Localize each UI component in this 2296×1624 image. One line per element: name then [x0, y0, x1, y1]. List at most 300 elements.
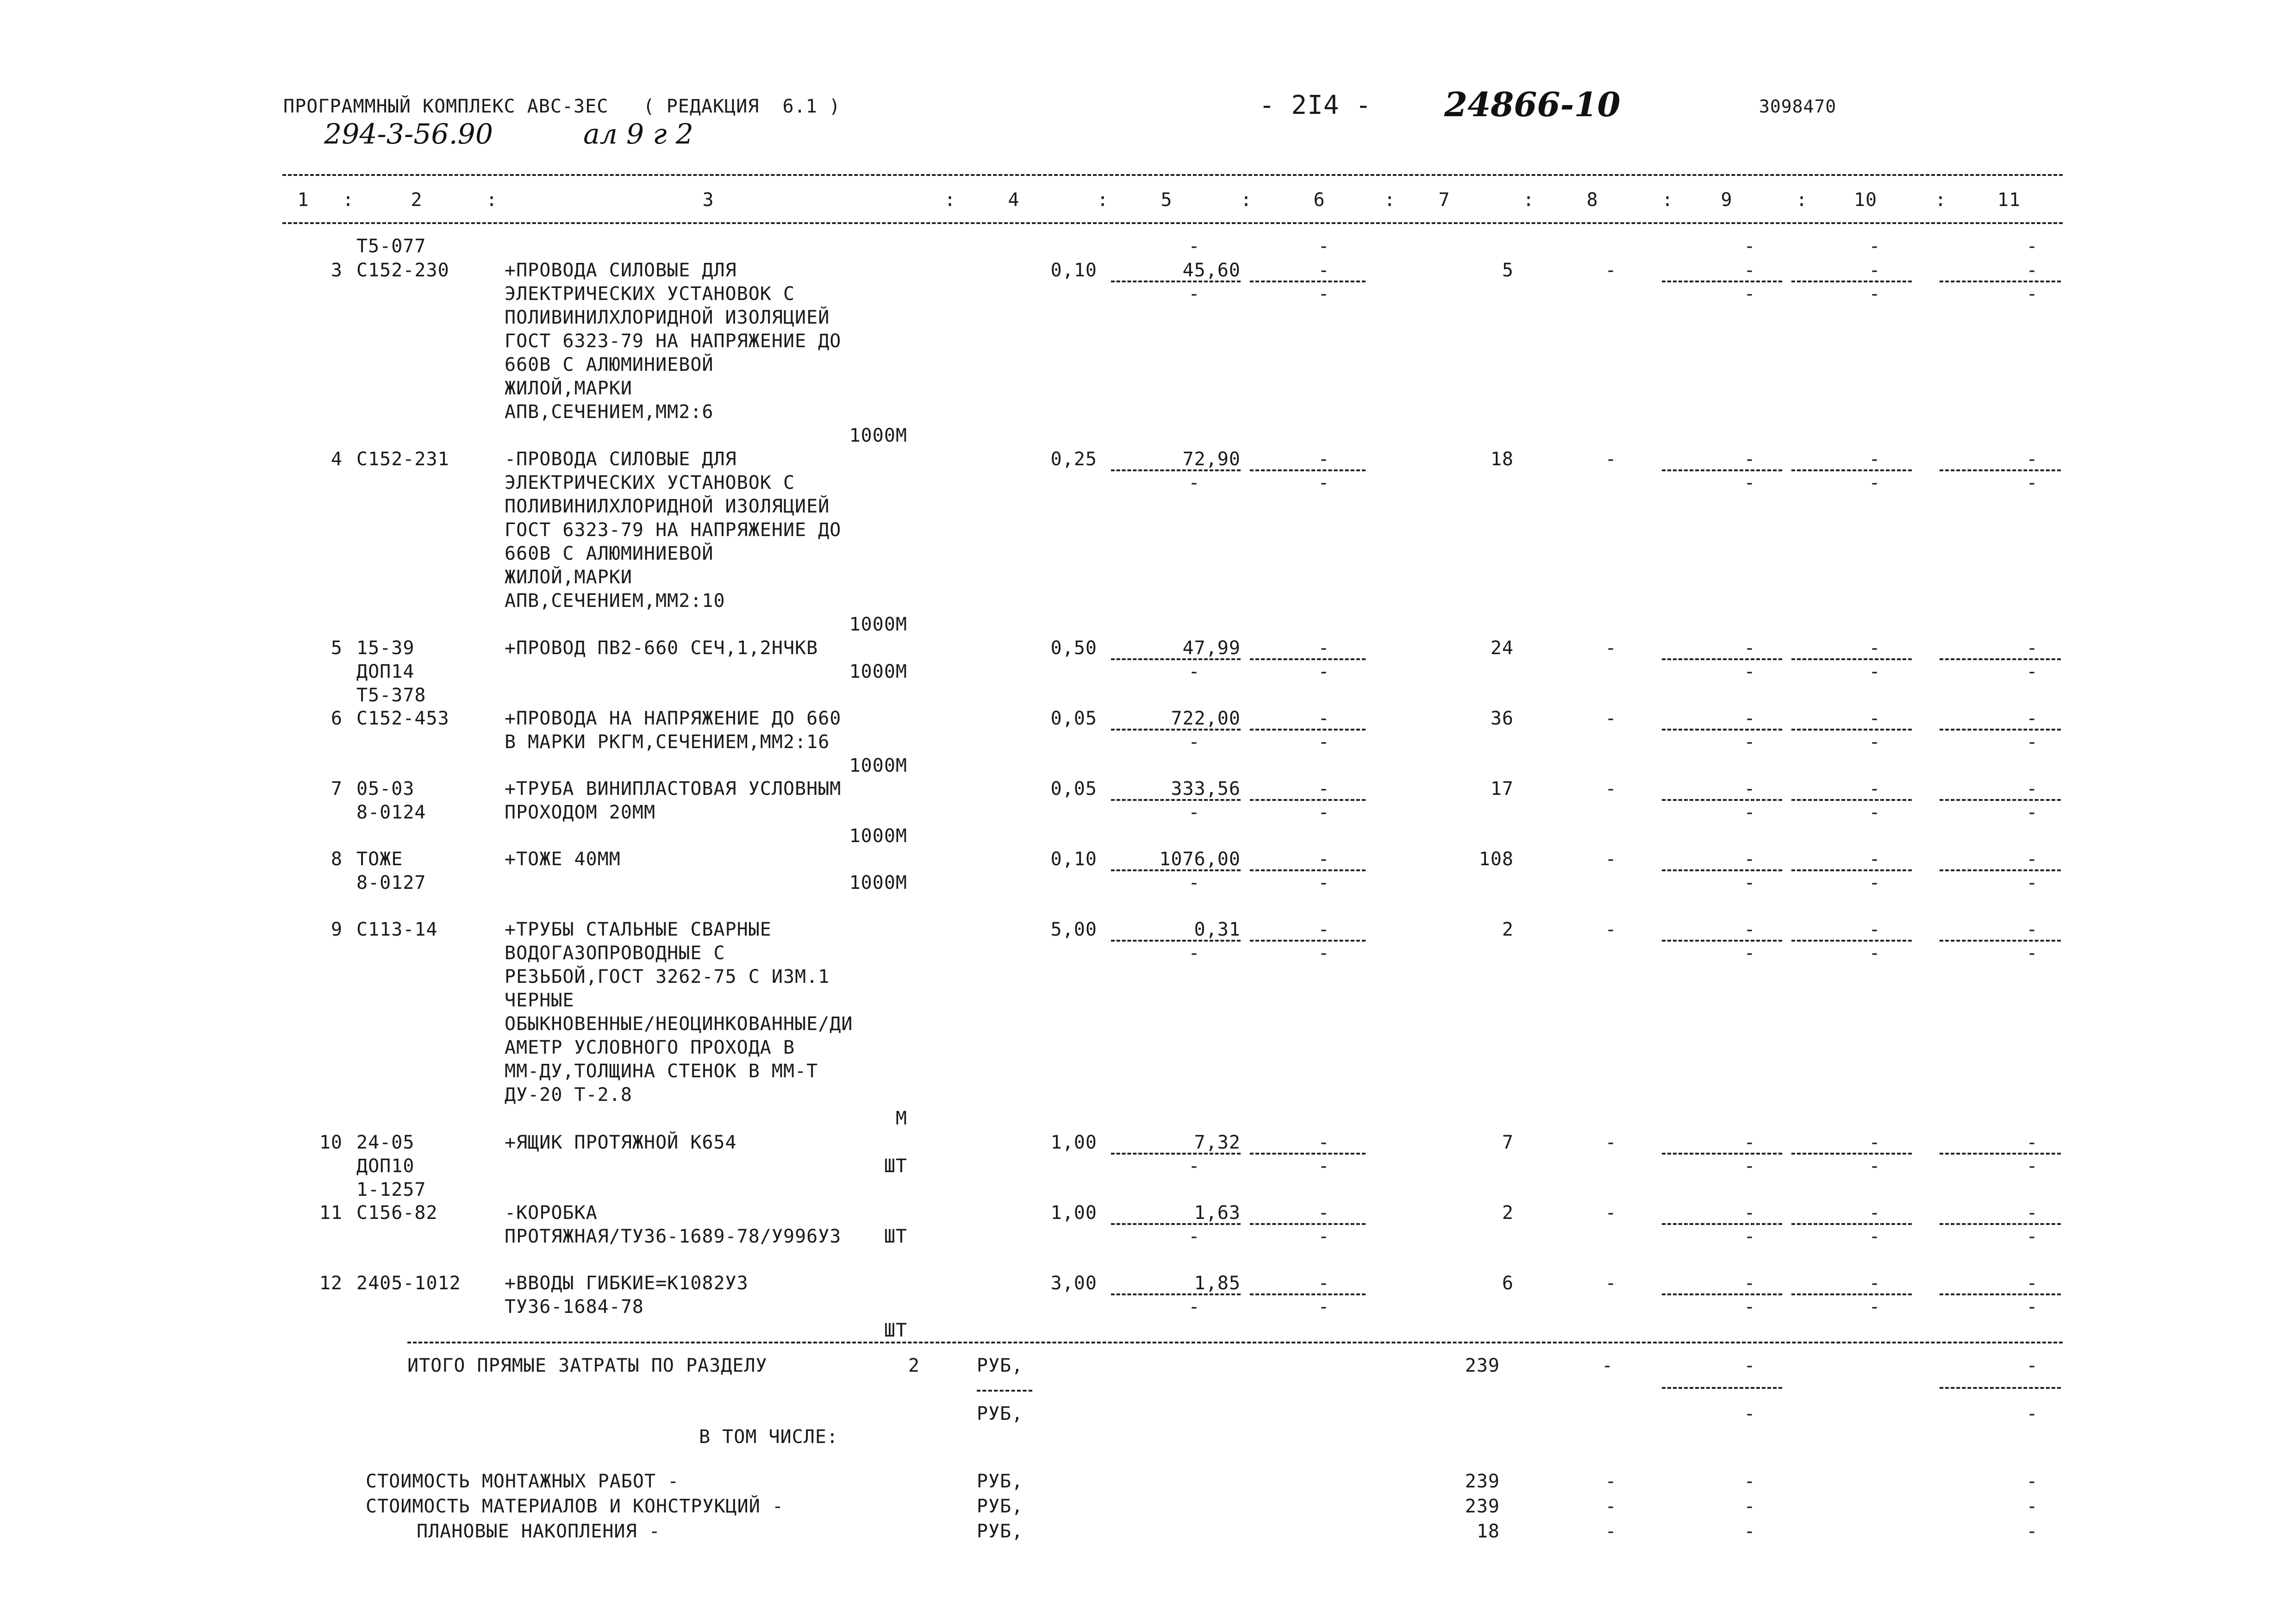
item-description: ГОСТ 6323-79 НА НАПРЯЖЕНИЕ ДО: [505, 331, 842, 352]
column-header-1: 1: [297, 189, 309, 211]
empty-cell-dash: -: [1869, 236, 1881, 257]
cell-separator: [1662, 281, 1782, 282]
item-number: 4: [331, 449, 343, 470]
item-col10: -: [1869, 1273, 1881, 1294]
item-col6: -: [1318, 637, 1330, 659]
item-code: 8-0124: [356, 802, 426, 823]
empty-cell-dash: -: [2026, 283, 2038, 305]
column-header-8: 8: [1586, 189, 1598, 211]
item-description: +ЯЩИК ПРОТЯЖНОЙ К654: [505, 1132, 737, 1153]
empty-cell-dash: -: [1318, 872, 1330, 893]
empty-cell-dash: -: [1744, 1156, 1756, 1177]
item-col6: -: [1318, 449, 1330, 470]
column-header-11: 11: [1997, 189, 2021, 211]
item-description: ЧЕРНЫЕ: [505, 990, 574, 1011]
item-number: 5: [331, 637, 343, 659]
item-col8: -: [1605, 1132, 1617, 1153]
page-number: - 2I4 -: [1259, 90, 1372, 120]
empty-cell-dash: -: [1605, 1471, 1617, 1492]
item-code: С113-14: [356, 919, 438, 940]
empty-cell-dash: -: [1188, 1296, 1200, 1318]
column-separator: :: [486, 189, 498, 211]
empty-cell-dash: -: [1188, 1226, 1200, 1247]
item-description: 660В С АЛЮМИНИЕВОЙ: [505, 354, 714, 375]
cell-separator: [1662, 658, 1782, 660]
item-unit-price: 1076,00: [1159, 849, 1241, 870]
item-total-cost: 2: [1502, 919, 1514, 940]
item-unit-price: 45,60: [1182, 260, 1241, 281]
item-description: -КОРОБКА: [505, 1202, 598, 1224]
empty-cell-dash: -: [1318, 802, 1330, 823]
item-quantity: 0,25: [1050, 449, 1097, 470]
column-separator: :: [944, 189, 956, 211]
item-col11: -: [2026, 449, 2038, 470]
cell-separator: [1111, 1153, 1241, 1155]
item-code: 8-0127: [356, 872, 426, 893]
empty-cell-dash: -: [1869, 661, 1881, 682]
item-quantity: 3,00: [1050, 1273, 1097, 1294]
breakdown-value: 18: [1476, 1521, 1500, 1542]
item-col6: -: [1318, 1132, 1330, 1153]
item-total-cost: 18: [1490, 449, 1514, 470]
cell-separator: [1940, 1153, 2061, 1155]
empty-cell-dash: -: [2026, 943, 2038, 964]
handwritten-sheet: ал 9 г 2: [583, 118, 693, 150]
document-code: 3098470: [1759, 96, 1837, 117]
cell-separator: [1111, 869, 1241, 871]
item-col8: -: [1605, 778, 1617, 800]
totals-dash: -: [1744, 1355, 1756, 1376]
empty-cell-dash: -: [1744, 472, 1756, 493]
cell-separator: [1250, 658, 1366, 660]
empty-cell-dash: -: [1744, 1471, 1756, 1492]
cell-separator: [1250, 469, 1366, 471]
item-code: ДОП14: [356, 661, 415, 682]
cell-separator: [1940, 869, 2061, 871]
empty-cell-dash: -: [1744, 661, 1756, 682]
item-col10: -: [1869, 260, 1881, 281]
item-description: +ВВОДЫ ГИБКИЕ=К1082У3: [505, 1273, 749, 1294]
item-col6: -: [1318, 778, 1330, 800]
empty-cell-dash: -: [1188, 283, 1200, 305]
empty-cell-dash: -: [1318, 1296, 1330, 1318]
item-col8: -: [1605, 260, 1617, 281]
including-heading: В ТОМ ЧИСЛЕ:: [699, 1426, 838, 1448]
empty-cell-dash: -: [2026, 1226, 2038, 1247]
item-description: В МАРКИ РКГМ,СЕЧЕНИЕМ,ММ2:16: [505, 731, 830, 753]
item-col6: -: [1318, 260, 1330, 281]
cell-separator: [1111, 729, 1241, 731]
item-col9: -: [1744, 849, 1756, 870]
cell-separator: [1940, 469, 2061, 471]
empty-cell-dash: -: [1188, 472, 1200, 493]
item-number: 7: [331, 778, 343, 800]
program-title: ПРОГРАММНЫЙ КОМПЛЕКС АВС-ЗЕС ( РЕДАКЦИЯ 6.1 ): [283, 96, 841, 117]
item-description: АМЕТР УСЛОВНОГО ПРОХОДА В: [505, 1037, 795, 1058]
item-quantity: 0,05: [1050, 708, 1097, 729]
item-code: 24-05: [356, 1132, 415, 1153]
empty-cell-dash: -: [2026, 802, 2038, 823]
item-description: 660В С АЛЮМИНИЕВОЙ: [505, 543, 714, 564]
item-col8: -: [1605, 637, 1617, 659]
item-code: Т5-077: [356, 236, 426, 257]
empty-cell-dash: -: [1744, 236, 1756, 257]
cell-separator: [1662, 799, 1782, 801]
totals-section: 2: [908, 1355, 920, 1376]
item-code: 2405-1012: [356, 1273, 461, 1294]
item-col10: -: [1869, 849, 1881, 870]
item-unit: 1000М: [849, 872, 907, 893]
empty-cell-dash: -: [1869, 1226, 1881, 1247]
item-description: ДУ-20 Т-2.8: [505, 1084, 632, 1106]
cell-separator: [1250, 729, 1366, 731]
totals-dash: -: [1602, 1355, 1614, 1376]
empty-cell-dash: -: [1318, 1156, 1330, 1177]
column-header-7: 7: [1438, 189, 1450, 211]
handwritten-reference: 294-3-56.90: [324, 118, 493, 150]
cell-separator: [1250, 869, 1366, 871]
item-col11: -: [2026, 1132, 2038, 1153]
item-description: ЭЛЕКТРИЧЕСКИХ УСТАНОВОК С: [505, 472, 795, 493]
item-total-cost: 2: [1502, 1202, 1514, 1224]
item-description: ЖИЛОЙ,МАРКИ: [505, 378, 632, 399]
column-header-3: 3: [702, 189, 714, 211]
cell-separator: [1791, 658, 1912, 660]
empty-cell-dash: -: [1188, 731, 1200, 753]
item-quantity: 0,10: [1050, 849, 1097, 870]
column-separator: :: [1241, 189, 1253, 211]
totals-label: ИТОГО ПРЯМЫЕ ЗАТРАТЫ ПО РАЗДЕЛУ: [407, 1355, 767, 1376]
item-description: ПОЛИВИНИЛХЛОРИДНОЙ ИЗОЛЯЦИЕЙ: [505, 307, 830, 328]
item-total-cost: 5: [1502, 260, 1514, 281]
item-col11: -: [2026, 637, 2038, 659]
cell-separator: [1250, 281, 1366, 282]
item-number: 6: [331, 708, 343, 729]
column-separator: :: [1935, 189, 1947, 211]
empty-cell-dash: -: [1605, 1521, 1617, 1542]
column-separator: :: [1662, 189, 1674, 211]
empty-cell-dash: -: [1744, 943, 1756, 964]
item-unit: ШТ: [884, 1226, 907, 1247]
item-col6: -: [1318, 919, 1330, 940]
breakdown-value: 239: [1465, 1496, 1500, 1517]
item-description: +ТРУБЫ СТАЛЬНЫЕ СВАРНЫЕ: [505, 919, 772, 940]
item-unit: 1000М: [849, 825, 907, 847]
column-separator: :: [1097, 189, 1109, 211]
item-col11: -: [2026, 1273, 2038, 1294]
item-quantity: 5,00: [1050, 919, 1097, 940]
empty-cell-dash: -: [1869, 472, 1881, 493]
column-header-4: 4: [1008, 189, 1020, 211]
breakdown-currency: РУБ,: [977, 1471, 1023, 1492]
column-separator: :: [343, 189, 355, 211]
header-top-rule: [282, 174, 2063, 176]
empty-cell-dash: -: [1188, 236, 1200, 257]
breakdown-currency: РУБ,: [977, 1496, 1023, 1517]
empty-cell-dash: -: [1318, 731, 1330, 753]
item-col9: -: [1744, 449, 1756, 470]
item-col6: -: [1318, 849, 1330, 870]
empty-cell-dash: -: [1869, 283, 1881, 305]
empty-cell-dash: -: [2026, 1296, 2038, 1318]
item-number: 12: [319, 1273, 343, 1294]
item-description: ВОДОГАЗОПРОВОДНЫЕ С: [505, 943, 725, 964]
item-col9: -: [1744, 260, 1756, 281]
cell-separator: [1111, 281, 1241, 282]
item-number: 8: [331, 849, 343, 870]
item-col6: -: [1318, 1202, 1330, 1224]
item-unit-price: 47,99: [1182, 637, 1241, 659]
item-quantity: 1,00: [1050, 1202, 1097, 1224]
cell-separator: [1940, 799, 2061, 801]
cell-separator: [1111, 658, 1241, 660]
item-total-cost: 24: [1490, 637, 1514, 659]
empty-cell-dash: -: [1744, 1226, 1756, 1247]
cell-separator: [1940, 940, 2061, 942]
cell-separator: [1250, 1293, 1366, 1295]
item-code: Т5-378: [356, 685, 426, 706]
item-total-cost: 17: [1490, 778, 1514, 800]
cell-separator: [1791, 869, 1912, 871]
cell-separator: [1940, 1223, 2061, 1225]
item-col8: -: [1605, 1202, 1617, 1224]
item-col8: -: [1605, 1273, 1617, 1294]
item-code: 15-39: [356, 637, 415, 659]
item-code: ТОЖЕ: [356, 849, 403, 870]
item-col8: -: [1605, 449, 1617, 470]
empty-cell-dash: -: [1869, 731, 1881, 753]
item-col9: -: [1744, 637, 1756, 659]
column-header-9: 9: [1721, 189, 1733, 211]
item-col9: -: [1744, 919, 1756, 940]
column-separator: :: [1523, 189, 1535, 211]
empty-cell-dash: -: [1744, 283, 1756, 305]
empty-cell-dash: -: [1744, 1521, 1756, 1542]
item-col8: -: [1605, 849, 1617, 870]
item-unit-price: 333,56: [1171, 778, 1241, 800]
empty-cell-dash: -: [1869, 1296, 1881, 1318]
cell-separator: [1662, 1153, 1782, 1155]
item-unit: М: [895, 1108, 907, 1129]
cell-separator: [1791, 799, 1912, 801]
empty-cell-dash: -: [1744, 872, 1756, 893]
totals-value: 239: [1465, 1355, 1500, 1376]
item-description: АПВ,СЕЧЕНИЕМ,ММ2:6: [505, 401, 714, 423]
empty-cell-dash: -: [2026, 1156, 2038, 1177]
item-unit-price: 0,31: [1194, 919, 1241, 940]
column-header-2: 2: [411, 189, 423, 211]
item-description: ГОСТ 6323-79 НА НАПРЯЖЕНИЕ ДО: [505, 519, 842, 541]
item-code: С152-231: [356, 449, 449, 470]
item-description: -ПРОВОДА СИЛОВЫЕ ДЛЯ: [505, 449, 737, 470]
cell-separator: [1250, 1223, 1366, 1225]
item-unit-price: 1,63: [1194, 1202, 1241, 1224]
cell-separator: [1662, 729, 1782, 731]
header-bottom-rule: [282, 222, 2063, 224]
item-col10: -: [1869, 919, 1881, 940]
item-total-cost: 6: [1502, 1273, 1514, 1294]
empty-cell-dash: -: [1318, 1226, 1330, 1247]
item-description: ПОЛИВИНИЛХЛОРИДНОЙ ИЗОЛЯЦИЕЙ: [505, 496, 830, 517]
item-quantity: 0,05: [1050, 778, 1097, 800]
item-number: 3: [331, 260, 343, 281]
cell-separator: [1791, 469, 1912, 471]
item-col10: -: [1869, 449, 1881, 470]
empty-cell-dash: -: [1869, 1156, 1881, 1177]
item-unit: 1000М: [849, 614, 907, 635]
empty-cell-dash: -: [1318, 472, 1330, 493]
cell-separator: [1940, 729, 2061, 731]
empty-cell-dash: -: [2026, 236, 2038, 257]
item-col9: -: [1744, 1202, 1756, 1224]
item-col6: -: [1318, 1273, 1330, 1294]
item-col9: -: [1744, 1273, 1756, 1294]
cell-separator: [1791, 940, 1912, 942]
empty-cell-dash: -: [2026, 1521, 2038, 1542]
cell-separator: [1940, 658, 2061, 660]
item-total-cost: 108: [1479, 849, 1514, 870]
item-code: С156-82: [356, 1202, 438, 1224]
item-description: +ТРУБА ВИНИПЛАСТОВАЯ УСЛОВНЫМ: [505, 778, 842, 800]
cell-separator: [1791, 281, 1912, 282]
empty-cell-dash: -: [2026, 1471, 2038, 1492]
item-col11: -: [2026, 919, 2038, 940]
item-description: +ПРОВОДА СИЛОВЫЕ ДЛЯ: [505, 260, 737, 281]
item-col11: -: [2026, 708, 2038, 729]
item-unit: 1000М: [849, 425, 907, 446]
item-total-cost: 7: [1502, 1132, 1514, 1153]
item-unit: 1000М: [849, 661, 907, 682]
item-unit-price: 1,85: [1194, 1273, 1241, 1294]
cell-separator: [1940, 1293, 2061, 1295]
cell-separator: [1250, 940, 1366, 942]
item-number: 9: [331, 919, 343, 940]
cell-separator: [1662, 1293, 1782, 1295]
item-number: 11: [319, 1202, 343, 1224]
totals-dash: -: [2026, 1355, 2038, 1376]
empty-cell-dash: -: [1869, 802, 1881, 823]
item-description: ПРОХОДОМ 20ММ: [505, 802, 656, 823]
document-number: 24866-10: [1444, 85, 1621, 124]
column-separator: :: [1384, 189, 1396, 211]
item-description: ЭЛЕКТРИЧЕСКИХ УСТАНОВОК С: [505, 283, 795, 305]
cell-separator: [1791, 1153, 1912, 1155]
cell-separator: [1111, 940, 1241, 942]
item-code: ДОП10: [356, 1156, 415, 1177]
empty-cell-dash: -: [1318, 283, 1330, 305]
item-description: ЖИЛОЙ,МАРКИ: [505, 567, 632, 588]
item-unit-price: 7,32: [1194, 1132, 1241, 1153]
item-col11: -: [2026, 1202, 2038, 1224]
item-col9: -: [1744, 778, 1756, 800]
cell-separator: [1791, 729, 1912, 731]
item-quantity: 0,50: [1050, 637, 1097, 659]
empty-cell-dash: -: [1188, 872, 1200, 893]
cell-separator: [1791, 1223, 1912, 1225]
item-code: 05-03: [356, 778, 415, 800]
empty-cell-dash: -: [1318, 661, 1330, 682]
item-col10: -: [1869, 1132, 1881, 1153]
empty-cell-dash: -: [1188, 802, 1200, 823]
empty-cell-dash: -: [1318, 236, 1330, 257]
cell-separator: [1250, 799, 1366, 801]
breakdown-label: СТОИМОСТЬ МОНТАЖНЫХ РАБОТ -: [366, 1471, 680, 1492]
cell-separator: [1111, 799, 1241, 801]
cell-separator: [1662, 869, 1782, 871]
empty-cell-dash: -: [1869, 943, 1881, 964]
item-col6: -: [1318, 708, 1330, 729]
empty-cell-dash: -: [2026, 472, 2038, 493]
item-description: +ПРОВОД ПВ2-660 СЕЧ,1,2НЧКВ: [505, 637, 818, 659]
item-code: С152-453: [356, 708, 449, 729]
empty-cell-dash: -: [2026, 731, 2038, 753]
item-col9: -: [1744, 708, 1756, 729]
empty-cell-dash: -: [1188, 1156, 1200, 1177]
cell-separator: [1111, 1223, 1241, 1225]
item-unit-price: 722,00: [1171, 708, 1241, 729]
item-description: АПВ,СЕЧЕНИЕМ,ММ2:10: [505, 590, 725, 612]
empty-cell-dash: -: [1744, 1296, 1756, 1318]
cell-separator: [1250, 1153, 1366, 1155]
item-unit: 1000М: [849, 755, 907, 776]
item-description: РЕЗЬБОЙ,ГОСТ 3262-75 С ИЗМ.1: [505, 966, 830, 987]
item-total-cost: 36: [1490, 708, 1514, 729]
breakdown-label: СТОИМОСТЬ МАТЕРИАЛОВ И КОНСТРУКЦИЙ -: [366, 1496, 784, 1517]
empty-cell-dash: -: [1605, 1496, 1617, 1517]
column-header-6: 6: [1313, 189, 1325, 211]
empty-cell-dash: -: [1188, 661, 1200, 682]
totals-currency: РУБ,: [977, 1403, 1023, 1424]
item-description: ММ-ДУ,ТОЛЩИНА СТЕНОК В ММ-Т: [505, 1061, 818, 1082]
empty-cell-dash: -: [1744, 802, 1756, 823]
item-col10: -: [1869, 778, 1881, 800]
item-col10: -: [1869, 708, 1881, 729]
item-unit: ШТ: [884, 1320, 907, 1341]
empty-cell-dash: -: [1318, 943, 1330, 964]
item-unit: ШТ: [884, 1156, 907, 1177]
empty-cell-dash: -: [1869, 872, 1881, 893]
column-separator: :: [1796, 189, 1808, 211]
item-col8: -: [1605, 919, 1617, 940]
cell-separator: [1791, 1293, 1912, 1295]
cell-separator: [1662, 1223, 1782, 1225]
cell-separator: [1111, 469, 1241, 471]
item-col8: -: [1605, 708, 1617, 729]
item-col11: -: [2026, 849, 2038, 870]
breakdown-label: ПЛАНОВЫЕ НАКОПЛЕНИЯ -: [417, 1521, 661, 1542]
empty-cell-dash: -: [1744, 1496, 1756, 1517]
item-code: 1-1257: [356, 1179, 426, 1200]
item-col10: -: [1869, 1202, 1881, 1224]
item-col11: -: [2026, 778, 2038, 800]
empty-cell-dash: -: [2026, 661, 2038, 682]
item-unit-price: 72,90: [1182, 449, 1241, 470]
cell-separator: [1111, 1293, 1241, 1295]
breakdown-value: 239: [1465, 1471, 1500, 1492]
empty-cell-dash: -: [1744, 731, 1756, 753]
breakdown-currency: РУБ,: [977, 1521, 1023, 1542]
item-description: +ТОЖЕ 40ММ: [505, 849, 621, 870]
item-description: ТУ36-1684-78: [505, 1296, 644, 1318]
empty-cell-dash: -: [1188, 943, 1200, 964]
item-quantity: 0,10: [1050, 260, 1097, 281]
column-header-10: 10: [1853, 189, 1878, 211]
column-header-5: 5: [1160, 189, 1173, 211]
totals-currency: РУБ,: [977, 1355, 1023, 1376]
item-number: 10: [319, 1132, 343, 1153]
empty-cell-dash: -: [2026, 1496, 2038, 1517]
item-col9: -: [1744, 1132, 1756, 1153]
